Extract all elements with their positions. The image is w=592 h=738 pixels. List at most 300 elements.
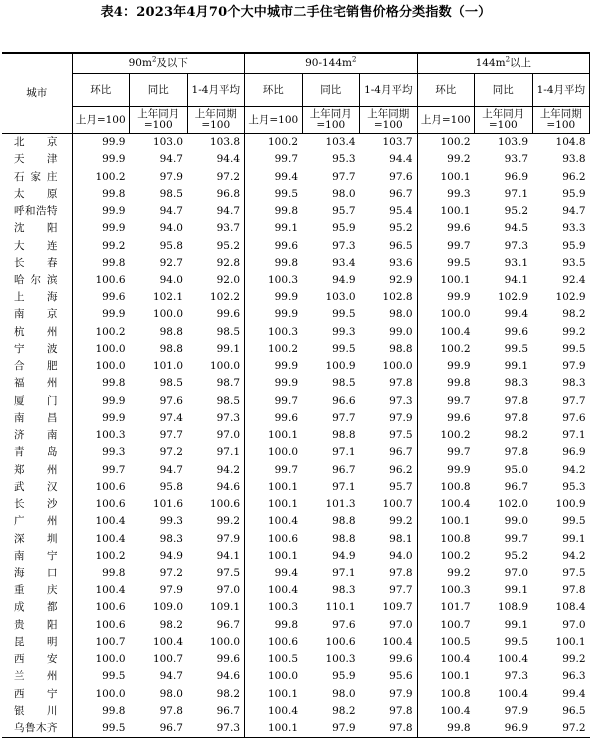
city-cell: 昆明: [14, 635, 58, 648]
value-cell: 100.1: [417, 203, 475, 220]
col-header-yoy: 同比: [302, 74, 360, 107]
value-cell: 95.6: [389, 670, 413, 683]
city-cell: 杭州: [14, 325, 58, 338]
value-cell: 99.5: [72, 720, 130, 738]
value-cell: 100.3: [245, 272, 303, 289]
value-cell: 94.6: [216, 480, 241, 493]
table-row: [2, 203, 590, 220]
base-label-mom: 上月=100: [72, 107, 130, 134]
value-cell: 97.9: [159, 584, 183, 597]
value-cell: 95.7: [332, 205, 356, 218]
value-cell: 96.7: [389, 187, 413, 200]
value-cell: 99.8: [417, 375, 475, 392]
value-cell: 94.9: [332, 549, 356, 562]
value-cell: 98.8: [159, 325, 183, 338]
col-header-ytd: 1-4月平均: [360, 74, 418, 107]
city-cell: 武汉: [14, 480, 58, 493]
value-cell: 94.1: [216, 549, 241, 562]
value-cell: 97.7: [332, 170, 356, 183]
table-row: [2, 427, 590, 444]
value-cell: 98.0: [332, 687, 356, 700]
city-cell: 西宁: [14, 687, 58, 700]
table-row: [2, 410, 590, 427]
value-cell: 100.2: [72, 324, 130, 341]
value-cell: 97.9: [216, 532, 241, 545]
value-cell: 100.6: [72, 272, 130, 289]
city-column-header: 城市: [2, 53, 72, 134]
value-cell: 97.9: [389, 411, 413, 424]
value-cell: 99.2: [216, 515, 241, 528]
table-row: [2, 617, 590, 634]
table-row: [2, 324, 590, 341]
value-cell: 100.4: [245, 703, 303, 720]
value-cell: 96.2: [389, 463, 413, 476]
value-cell: 94.1: [504, 273, 529, 286]
value-cell: 97.9: [302, 720, 360, 738]
value-cell: 98.3: [504, 377, 529, 390]
value-cell: 97.2: [532, 720, 590, 738]
value-cell: 99.0: [389, 325, 413, 338]
value-cell: 99.6: [216, 653, 241, 666]
city-cell: 成都: [14, 601, 58, 614]
value-cell: 99.7: [504, 532, 529, 545]
value-cell: 95.3: [562, 480, 586, 493]
value-cell: 99.9: [72, 151, 130, 168]
value-cell: 109.7: [382, 601, 413, 614]
city-cell: 太原: [14, 187, 58, 200]
value-cell: 96.3: [562, 670, 586, 683]
value-cell: 99.8: [417, 720, 475, 738]
value-cell: 98.3: [332, 584, 356, 597]
value-cell: 99.9: [245, 375, 303, 392]
value-cell: 100.1: [245, 720, 303, 738]
value-cell: 102.9: [555, 291, 586, 304]
value-cell: 95.8: [159, 239, 183, 252]
value-cell: 100.9: [555, 498, 586, 511]
table-row: [2, 548, 590, 565]
table-row: [2, 341, 590, 358]
value-cell: 99.9: [72, 203, 130, 220]
value-cell: 96.7: [130, 720, 188, 738]
value-cell: 97.6: [159, 394, 183, 407]
value-cell: 98.3: [562, 377, 586, 390]
value-cell: 94.4: [216, 153, 241, 166]
group-header-small: $90m^2$及以下: [72, 53, 245, 74]
value-cell: 95.8: [159, 480, 183, 493]
value-cell: 101.7: [417, 599, 475, 616]
value-cell: 103.7: [382, 136, 413, 149]
table-row: [2, 686, 590, 703]
group-header-medium: $90-144m^2$: [245, 53, 418, 74]
col-header-mom: 环比: [417, 74, 475, 107]
base-label-ytd: 上年同期=100: [532, 107, 590, 134]
value-cell: 100.0: [72, 341, 130, 358]
city-cell: 济南: [14, 429, 58, 442]
value-cell: 98.5: [159, 187, 183, 200]
value-cell: 99.6: [417, 410, 475, 427]
value-cell: 100.2: [417, 427, 475, 444]
value-cell: 99.1: [562, 532, 586, 545]
city-cell: 南昌: [14, 411, 58, 424]
value-cell: 94.7: [216, 205, 241, 218]
value-cell: 99.4: [562, 687, 586, 700]
city-cell: 北京: [14, 136, 58, 149]
table-row: [2, 375, 590, 392]
value-cell: 101.3: [325, 498, 356, 511]
value-cell: 100.8: [417, 479, 475, 496]
table-header: [2, 53, 590, 134]
value-cell: 101.6: [152, 498, 183, 511]
value-cell: 95.2: [389, 222, 413, 235]
value-cell: 99.5: [504, 342, 529, 355]
value-cell: 97.1: [332, 480, 356, 493]
city-cell: 南宁: [14, 549, 58, 562]
value-cell: 97.8: [504, 411, 529, 424]
value-cell: 97.8: [562, 584, 586, 597]
value-cell: 93.7: [504, 153, 529, 166]
value-cell: 96.7: [332, 463, 356, 476]
base-label-yoy: 上年同月=100: [130, 107, 188, 134]
value-cell: 98.0: [389, 308, 413, 321]
value-cell: 99.7: [417, 444, 475, 461]
value-cell: 97.6: [389, 170, 413, 183]
value-cell: 98.7: [216, 377, 241, 390]
city-cell: 石家庄: [14, 170, 58, 183]
value-cell: 99.9: [72, 134, 130, 152]
value-cell: 95.2: [504, 549, 529, 562]
value-cell: 103.0: [325, 291, 356, 304]
value-cell: 100.0: [152, 308, 183, 321]
value-cell: 98.0: [159, 687, 183, 700]
base-label-yoy: 上年同月=100: [475, 107, 533, 134]
table-row: [2, 651, 590, 668]
value-cell: 102.9: [497, 291, 529, 304]
value-cell: 99.9: [72, 410, 130, 427]
city-cell: 西安: [14, 653, 58, 666]
value-cell: 96.5: [389, 239, 413, 252]
value-cell: 98.2: [332, 704, 356, 717]
value-cell: 98.8: [332, 429, 356, 442]
value-cell: 98.3: [159, 532, 183, 545]
value-cell: 98.5: [216, 394, 241, 407]
value-cell: 103.9: [497, 136, 529, 149]
table-title: 表4：2023年4月70个大中城市二手住宅销售价格分类指数（一）: [100, 5, 492, 20]
value-cell: 99.2: [417, 565, 475, 582]
value-cell: 100.6: [72, 617, 130, 634]
table-row: [2, 565, 590, 582]
value-cell: 95.9: [332, 670, 356, 683]
value-cell: 104.8: [555, 136, 586, 149]
value-cell: 98.1: [389, 532, 413, 545]
table-row: [2, 444, 590, 461]
value-cell: 96.9: [562, 446, 586, 459]
base-header-row: [2, 107, 590, 134]
value-cell: 100.4: [72, 530, 130, 547]
value-cell: 100.4: [245, 513, 303, 530]
value-cell: 98.0: [332, 187, 356, 200]
value-cell: 97.5: [389, 429, 413, 442]
table-row: [2, 220, 590, 237]
value-cell: 100.7: [417, 617, 475, 634]
value-cell: 97.8: [504, 394, 529, 407]
col-header-mom: 环比: [245, 74, 303, 107]
table-row: [2, 479, 590, 496]
city-cell: 哈尔滨: [14, 273, 58, 286]
value-cell: 100.1: [245, 479, 303, 496]
col-header-yoy: 同比: [130, 74, 188, 107]
value-cell: 93.8: [562, 153, 586, 166]
value-cell: 97.6: [332, 618, 356, 631]
value-cell: 110.1: [325, 601, 356, 614]
value-cell: 97.1: [216, 446, 241, 459]
table-row: [2, 720, 590, 738]
value-cell: 103.4: [325, 136, 356, 149]
value-cell: 100.2: [417, 134, 475, 152]
value-cell: 97.9: [159, 170, 183, 183]
value-cell: 100.0: [72, 358, 130, 375]
city-cell: 长沙: [14, 498, 58, 511]
value-cell: 99.7: [245, 151, 303, 168]
value-cell: 97.1: [332, 446, 356, 459]
value-cell: 100.7: [382, 498, 413, 511]
value-cell: 99.9: [72, 306, 130, 323]
price-index-table: [2, 52, 590, 738]
value-cell: 97.8: [389, 377, 413, 390]
table-row: [2, 668, 590, 685]
value-cell: 99.2: [389, 515, 413, 528]
value-cell: 97.2: [159, 566, 183, 579]
value-cell: 94.6: [216, 670, 241, 683]
value-cell: 97.1: [504, 187, 529, 200]
value-cell: 97.8: [360, 720, 418, 738]
value-cell: 99.4: [245, 168, 303, 185]
value-cell: 97.8: [504, 446, 529, 459]
table-row: [2, 530, 590, 547]
table-row: [2, 289, 590, 306]
value-cell: 97.3: [187, 720, 245, 738]
value-cell: 97.3: [216, 411, 241, 424]
city-cell: 长春: [14, 256, 58, 269]
value-cell: 100.4: [417, 651, 475, 668]
value-cell: 95.9: [562, 239, 586, 252]
metric-header-row: [2, 74, 590, 107]
value-cell: 95.3: [332, 153, 356, 166]
value-cell: 98.5: [332, 377, 356, 390]
col-header-mom: 环比: [72, 74, 130, 107]
value-cell: 97.2: [159, 446, 183, 459]
value-cell: 99.9: [245, 289, 303, 306]
table-row: [2, 496, 590, 513]
value-cell: 100.0: [209, 360, 241, 373]
value-cell: 99.5: [332, 342, 356, 355]
value-cell: 94.2: [562, 549, 586, 562]
value-cell: 100.2: [417, 341, 475, 358]
value-cell: 94.9: [159, 549, 183, 562]
value-cell: 102.1: [152, 291, 183, 304]
value-cell: 100.4: [417, 703, 475, 720]
value-cell: 100.0: [417, 306, 475, 323]
value-cell: 94.2: [216, 463, 241, 476]
value-cell: 94.2: [562, 463, 586, 476]
value-cell: 99.2: [562, 325, 586, 338]
base-label-ytd: 上年同期=100: [187, 107, 245, 134]
value-cell: 97.0: [504, 566, 529, 579]
col-header-yoy: 同比: [475, 74, 533, 107]
value-cell: 100.0: [72, 686, 130, 703]
value-cell: 97.9: [504, 704, 529, 717]
value-cell: 99.9: [245, 358, 303, 375]
value-cell: 100.9: [325, 360, 356, 373]
value-cell: 100.6: [209, 498, 241, 511]
value-cell: 99.8: [72, 186, 130, 203]
value-cell: 99.7: [72, 461, 130, 478]
table-body: [2, 134, 590, 738]
value-cell: 99.3: [159, 515, 183, 528]
value-cell: 97.0: [389, 618, 413, 631]
value-cell: 92.7: [159, 256, 183, 269]
value-cell: 100.1: [245, 427, 303, 444]
value-cell: 102.2: [209, 291, 241, 304]
value-cell: 97.0: [216, 429, 241, 442]
value-cell: 94.7: [159, 205, 183, 218]
value-cell: 99.1: [504, 618, 529, 631]
value-cell: 100.7: [72, 634, 130, 651]
table-row: [2, 151, 590, 168]
value-cell: 99.8: [245, 617, 303, 634]
value-cell: 94.7: [159, 670, 183, 683]
value-cell: 100.2: [245, 341, 303, 358]
value-cell: 100.4: [152, 635, 183, 648]
value-cell: 94.9: [332, 273, 356, 286]
table-row: [2, 358, 590, 375]
value-cell: 99.3: [417, 186, 475, 203]
value-cell: 100.6: [245, 634, 303, 651]
value-cell: 100.0: [72, 651, 130, 668]
value-cell: 99.2: [417, 151, 475, 168]
value-cell: 99.6: [216, 308, 241, 321]
city-cell: 宁波: [14, 342, 58, 355]
value-cell: 103.0: [152, 136, 183, 149]
value-cell: 100.1: [417, 513, 475, 530]
city-cell: 郑州: [14, 463, 58, 476]
value-cell: 99.5: [72, 668, 130, 685]
value-cell: 99.2: [72, 237, 130, 254]
value-cell: 99.6: [389, 653, 413, 666]
city-cell: 天津: [14, 153, 58, 166]
value-cell: 100.6: [72, 479, 130, 496]
value-cell: 97.3: [504, 670, 529, 683]
value-cell: 97.8: [389, 566, 413, 579]
value-cell: 100.2: [72, 168, 130, 185]
value-cell: 108.4: [555, 601, 586, 614]
value-cell: 96.7: [216, 618, 241, 631]
value-cell: 99.9: [72, 220, 130, 237]
value-cell: 95.7: [389, 480, 413, 493]
value-cell: 99.4: [245, 565, 303, 582]
value-cell: 96.7: [389, 446, 413, 459]
value-cell: 94.0: [389, 549, 413, 562]
value-cell: 100.8: [417, 686, 475, 703]
value-cell: 99.5: [562, 515, 586, 528]
value-cell: 100.4: [417, 496, 475, 513]
value-cell: 97.4: [159, 411, 183, 424]
value-cell: 100.1: [417, 668, 475, 685]
value-cell: 94.7: [159, 153, 183, 166]
base-label-mom: 上月=100: [245, 107, 303, 134]
city-cell: 福州: [14, 377, 58, 390]
value-cell: 100.4: [382, 635, 413, 648]
value-cell: 100.1: [245, 548, 303, 565]
table-row: [2, 393, 590, 410]
value-cell: 99.5: [245, 186, 303, 203]
value-cell: 99.9: [245, 306, 303, 323]
city-cell: 广州: [14, 515, 58, 528]
value-cell: 97.7: [389, 584, 413, 597]
table-row: [2, 237, 590, 254]
value-cell: 97.0: [562, 618, 586, 631]
value-cell: 92.4: [562, 273, 586, 286]
value-cell: 99.7: [417, 393, 475, 410]
value-cell: 92.9: [389, 273, 413, 286]
table-row: [2, 272, 590, 289]
value-cell: 98.2: [216, 687, 241, 700]
value-cell: 97.8: [159, 704, 183, 717]
value-cell: 100.4: [72, 582, 130, 599]
value-cell: 100.3: [245, 324, 303, 341]
value-cell: 100.6: [325, 635, 356, 648]
value-cell: 97.2: [216, 170, 241, 183]
value-cell: 99.8: [245, 255, 303, 272]
value-cell: 100.1: [417, 168, 475, 185]
value-cell: 100.4: [497, 687, 529, 700]
city-cell: 南京: [14, 308, 58, 321]
value-cell: 99.9: [417, 289, 475, 306]
group-header-large: $144m^2$以上: [417, 53, 590, 74]
value-cell: 99.8: [72, 255, 130, 272]
value-cell: 99.6: [245, 410, 303, 427]
col-header-ytd: 1-4月平均: [532, 74, 590, 107]
value-cell: 94.7: [562, 205, 586, 218]
table-row: [2, 634, 590, 651]
city-cell: 大连: [14, 239, 58, 252]
value-cell: 97.5: [562, 566, 586, 579]
value-cell: 99.3: [332, 325, 356, 338]
value-cell: 95.2: [216, 239, 241, 252]
value-cell: 100.4: [245, 582, 303, 599]
value-cell: 99.9: [72, 393, 130, 410]
value-cell: 100.6: [72, 599, 130, 616]
value-cell: 100.3: [417, 582, 475, 599]
value-cell: 94.7: [159, 463, 183, 476]
base-label-yoy: 上年同月=100: [302, 107, 360, 134]
value-cell: 100.6: [72, 496, 130, 513]
value-cell: 93.6: [389, 256, 413, 269]
value-cell: 100.3: [245, 599, 303, 616]
city-cell: 厦门: [14, 394, 58, 407]
value-cell: 99.2: [562, 653, 586, 666]
value-cell: 97.3: [332, 239, 356, 252]
value-cell: 98.8: [389, 342, 413, 355]
value-cell: 95.9: [332, 222, 356, 235]
value-cell: 97.6: [562, 411, 586, 424]
value-cell: 100.2: [417, 548, 475, 565]
value-cell: 99.7: [417, 237, 475, 254]
value-cell: 100.7: [152, 653, 183, 666]
value-cell: 102.8: [382, 291, 413, 304]
value-cell: 97.5: [216, 566, 241, 579]
city-cell: 重庆: [14, 584, 58, 597]
value-cell: 93.7: [216, 222, 241, 235]
